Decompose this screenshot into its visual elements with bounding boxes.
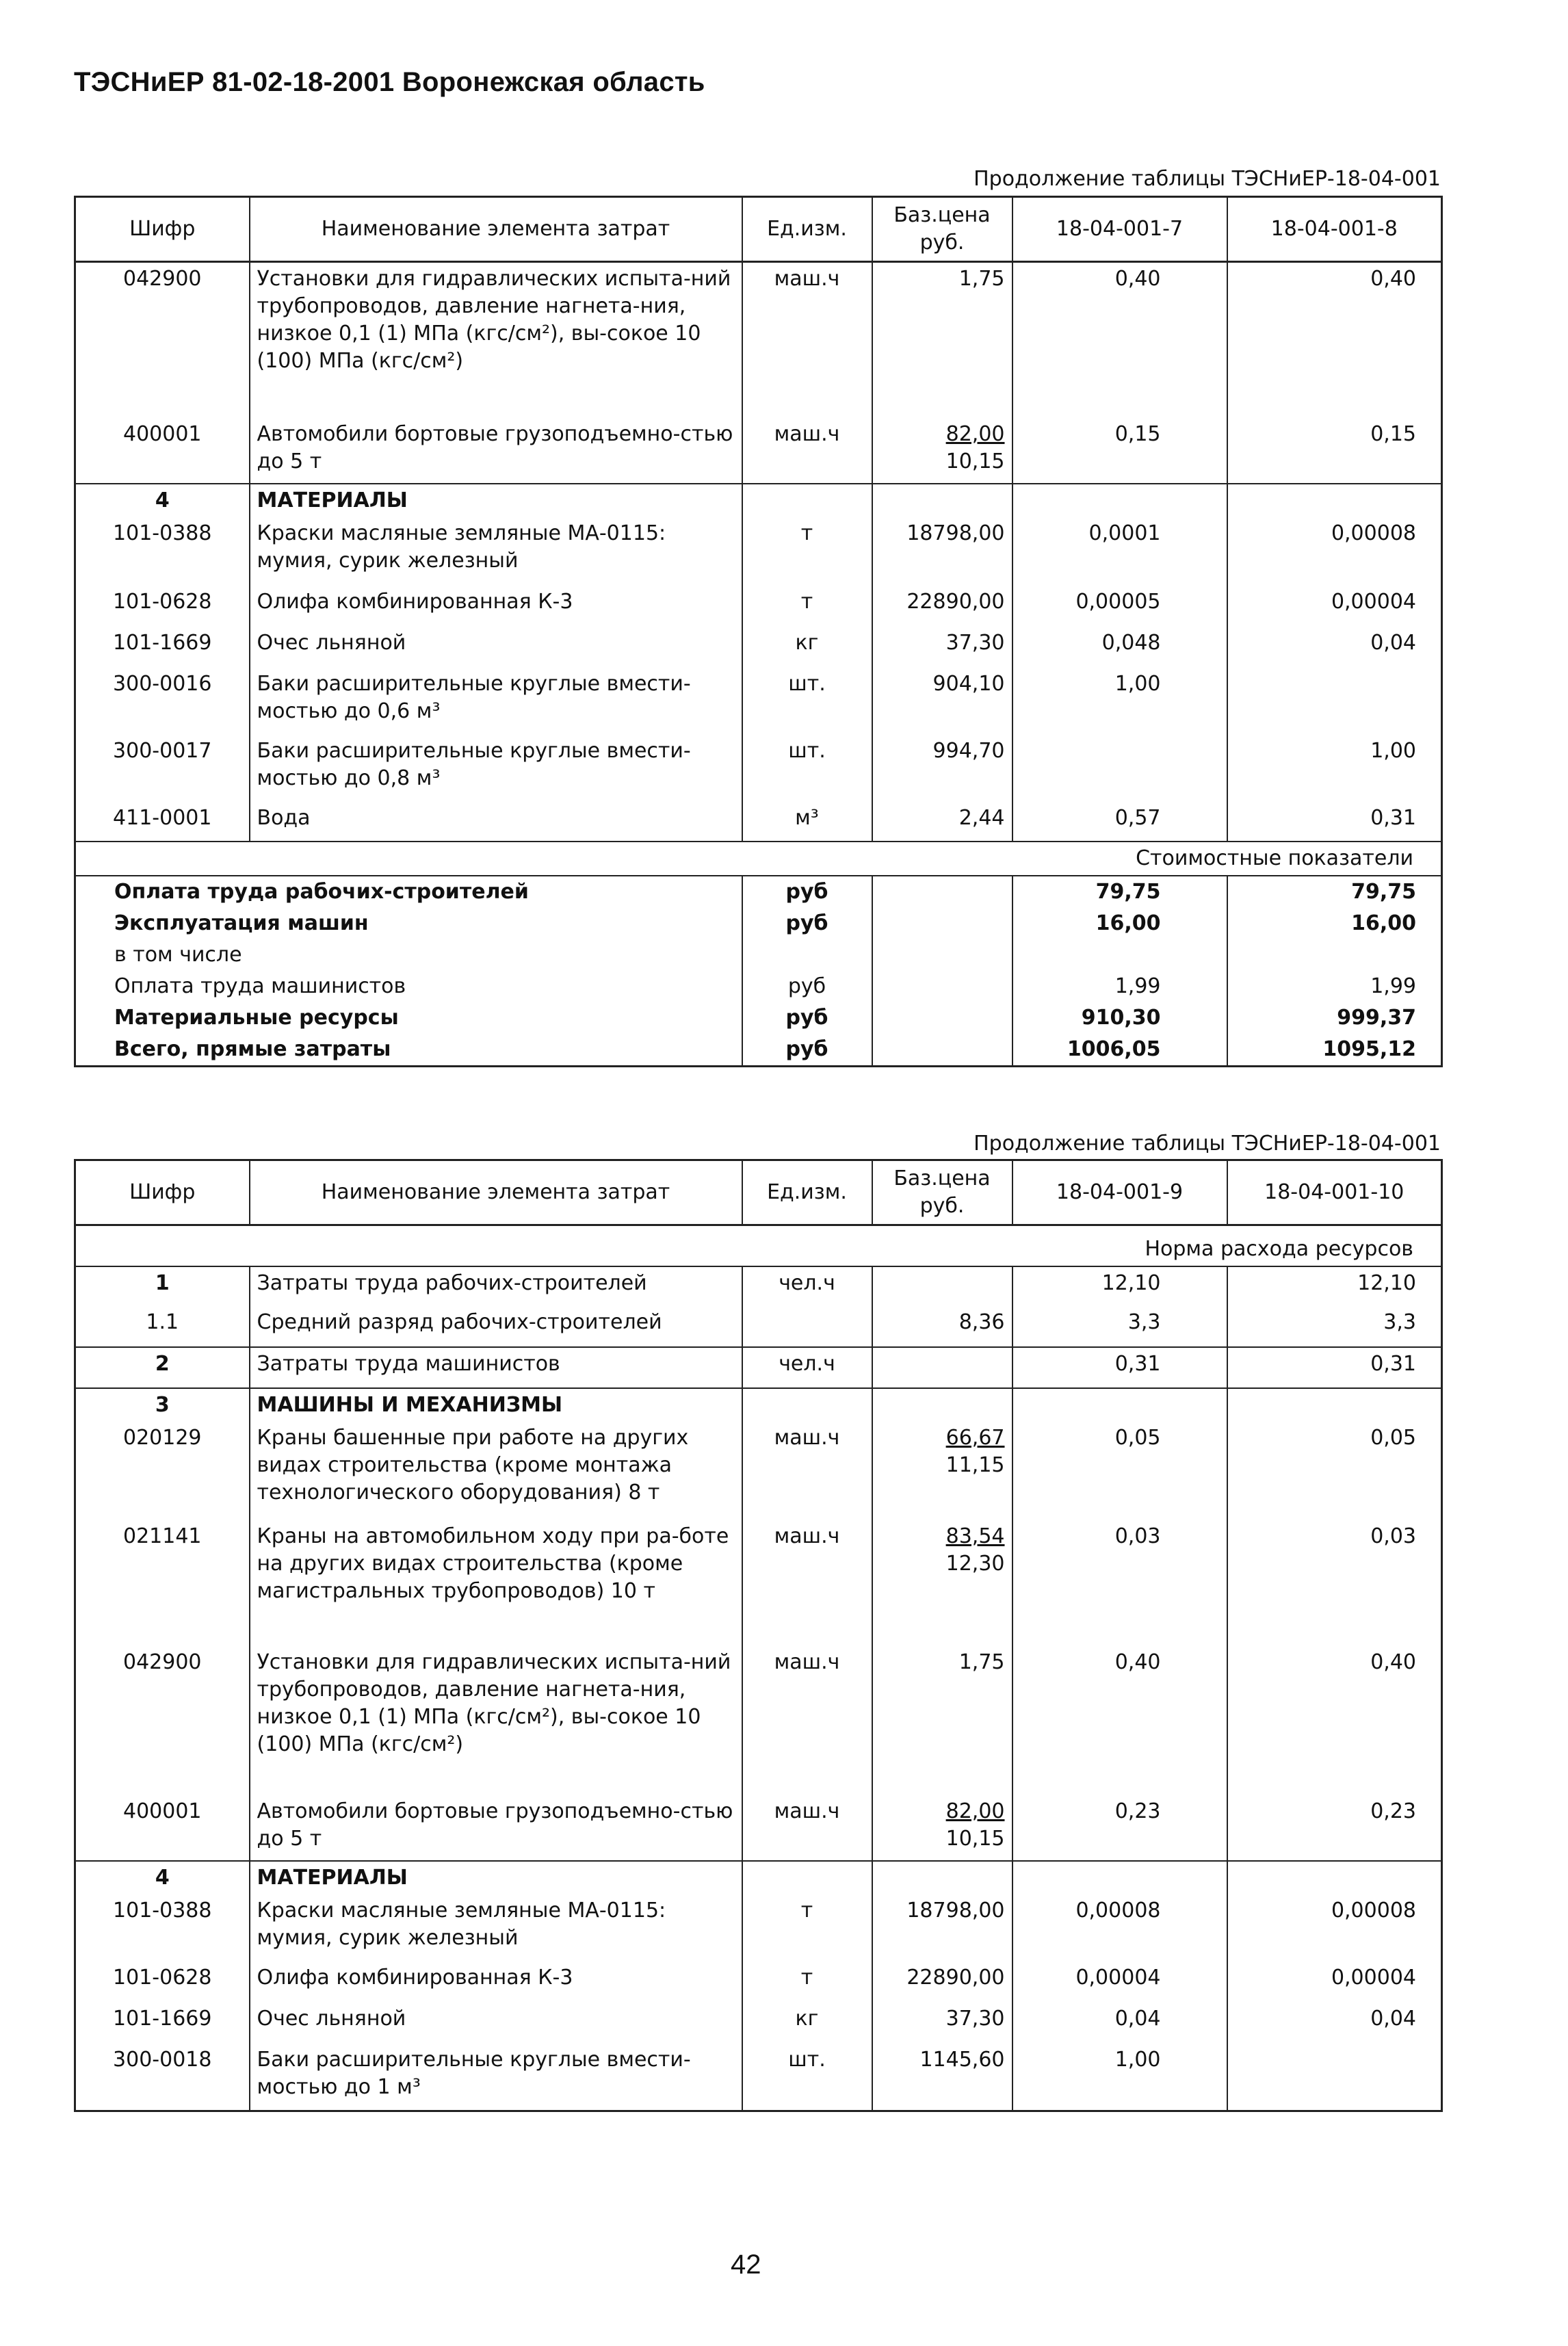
cell-price: 1145,60 (872, 2044, 1012, 2111)
cell-unit: маш.ч (742, 1795, 872, 1861)
norm-caption-row (75, 1225, 1442, 1267)
summary-row (75, 1034, 1442, 1067)
cell-name: Краны на автомобильном ходу при ра-боте на других видах строительства (кроме магистральных трубопроводов) 10 т (250, 1520, 742, 1646)
section-number: 4 (75, 484, 250, 517)
summary-value-1: 16,00 (1012, 908, 1227, 939)
summary-unit: руб (742, 876, 872, 908)
cell-value-1: 0,05 (1012, 1422, 1227, 1520)
summary-row (75, 971, 1442, 1002)
document-header: ТЭСНиЕР 81-02-18-2001 Воронежская область (74, 67, 705, 97)
cell-value-2: 0,23 (1227, 1795, 1442, 1861)
cell-code: 2 (75, 1347, 250, 1388)
cell-unit: кг (742, 2003, 872, 2044)
cell-name: Средний разряд рабочих-строителей (250, 1306, 742, 1347)
cell-code: 1.1 (75, 1306, 250, 1347)
page-number: 42 (731, 2250, 761, 2280)
cell-value-2: 0,40 (1227, 1646, 1442, 1795)
cell-name: Вода (250, 802, 742, 842)
cell-value-2: 1,00 (1227, 735, 1442, 802)
cell-code: 411-0001 (75, 802, 250, 842)
cell-unit: т (742, 1894, 872, 1961)
cell-code: 042900 (75, 1646, 250, 1795)
table-row (75, 1795, 1442, 1861)
cell-unit: чел.ч (742, 1266, 872, 1306)
cell-value-2 (1227, 2044, 1442, 2111)
header-col-2: 18-04-001-10 (1227, 1160, 1442, 1225)
cell-value-1: 1,00 (1012, 668, 1227, 735)
cell-price: 904,10 (872, 668, 1012, 735)
cost-caption: Стоимостные показатели (75, 842, 1442, 876)
cell-value-2: 0,04 (1227, 627, 1442, 668)
table-row (75, 802, 1442, 842)
header-price: Баз.цена руб. (872, 1160, 1012, 1225)
cell-value-2: 12,10 (1227, 1266, 1442, 1306)
price-machine: 83,54 (945, 1524, 1005, 1548)
cell-value-1: 0,04 (1012, 2003, 1227, 2044)
cell-code: 300-0018 (75, 2044, 250, 2111)
cell-price: 8,36 (872, 1306, 1012, 1347)
cell-unit: шт. (742, 735, 872, 802)
summary-value-2: 79,75 (1227, 876, 1442, 908)
table1 (74, 196, 1443, 1067)
cost-caption-row (75, 842, 1442, 876)
cell-value-1: 3,3 (1012, 1306, 1227, 1347)
table-row (75, 517, 1442, 586)
cell-unit: чел.ч (742, 1347, 872, 1388)
cell-price: 37,30 (872, 627, 1012, 668)
table-row (75, 1961, 1442, 2003)
summary-value-1: 79,75 (1012, 876, 1227, 908)
summary-label: Оплата труда машинистов (75, 971, 742, 1002)
cell-price: 18798,00 (872, 1894, 1012, 1961)
cell-value-1: 12,10 (1012, 1266, 1227, 1306)
header-unit: Ед.изм. (742, 1160, 872, 1225)
cell-unit: кг (742, 627, 872, 668)
cell-value-2: 0,00004 (1227, 586, 1442, 627)
header-col-1: 18-04-001-7 (1012, 197, 1227, 262)
section-number: 3 (75, 1388, 250, 1422)
cell-value-2: 3,3 (1227, 1306, 1442, 1347)
cell-name: Затраты труда рабочих-строителей (250, 1266, 742, 1306)
cell-price (872, 1266, 1012, 1306)
cell-value-1: 1,00 (1012, 2044, 1227, 2111)
cell-code: 042900 (75, 262, 250, 418)
cell-name: Установки для гидравлических испыта-ний трубопроводов, давление нагнета-ния, низкое 0,1 (1) МПа (кгс/см²), вы-сокое 10 (100) МПа (кгс/см²) (250, 1646, 742, 1795)
cell-name: Установки для гидравлических испыта-ний трубопроводов, давление нагнета-ния, низкое 0,1 (1) МПа (кгс/см²), вы-сокое 10 (100) МПа (кгс/см²) (250, 262, 742, 418)
cell-code: 300-0017 (75, 735, 250, 802)
cell-name: Автомобили бортовые грузоподъемно-стью до 5 т (250, 1795, 742, 1861)
cell-name: Краски масляные земляные МА-0115: мумия, сурик железный (250, 1894, 742, 1961)
cell-value-1: 0,048 (1012, 627, 1227, 668)
cell-price (872, 1795, 1012, 1861)
cell-price: 22890,00 (872, 1961, 1012, 2003)
summary-value-2: 1,99 (1227, 971, 1442, 1002)
summary-row (75, 908, 1442, 939)
section-row (75, 1861, 1442, 1894)
cell-code: 101-0388 (75, 517, 250, 586)
header-col-1: 18-04-001-9 (1012, 1160, 1227, 1225)
cell-code: 400001 (75, 1795, 250, 1861)
cell-name: Автомобили бортовые грузоподъемно-стью до 5 т (250, 418, 742, 484)
summary-value-2: 1095,12 (1227, 1034, 1442, 1067)
cell-code: 020129 (75, 1422, 250, 1520)
cell-code: 101-0388 (75, 1894, 250, 1961)
cell-name: Баки расширительные круглые вмести-мостью до 0,6 м³ (250, 668, 742, 735)
cell-value-1: 0,15 (1012, 418, 1227, 484)
cell-value-1: 0,40 (1012, 1646, 1227, 1795)
cell-code: 400001 (75, 418, 250, 484)
cell-value-2: 0,15 (1227, 418, 1442, 484)
table-row (75, 262, 1442, 418)
summary-label: Всего, прямые затраты (75, 1034, 742, 1067)
cell-value-1 (1012, 735, 1227, 802)
cell-value-1: 0,00005 (1012, 586, 1227, 627)
table-row (75, 1306, 1442, 1347)
table-row (75, 1266, 1442, 1306)
summary-row (75, 1002, 1442, 1034)
cell-name: Очес льняной (250, 2003, 742, 2044)
cell-price: 994,70 (872, 735, 1012, 802)
cell-unit: маш.ч (742, 262, 872, 418)
table2 (74, 1159, 1443, 2112)
cell-code: 021141 (75, 1520, 250, 1646)
section-title: МАШИНЫ И МЕХАНИЗМЫ (250, 1388, 742, 1422)
summary-value-1: 910,30 (1012, 1002, 1227, 1034)
cell-value-2: 0,31 (1227, 802, 1442, 842)
summary-unit (742, 939, 872, 971)
header-code: Шифр (75, 197, 250, 262)
cell-price (872, 1422, 1012, 1520)
cell-unit (742, 1306, 872, 1347)
header-name: Наименование элемента затрат (250, 1160, 742, 1225)
cell-name: Баки расширительные круглые вмести-мостью до 1 м³ (250, 2044, 742, 2111)
cell-value-2: 0,00004 (1227, 1961, 1442, 2003)
cell-value-1: 0,40 (1012, 262, 1227, 418)
price-machine: 66,67 (945, 1426, 1005, 1450)
cell-name: Очес льняной (250, 627, 742, 668)
cell-price (872, 418, 1012, 484)
cell-unit: шт. (742, 2044, 872, 2111)
cell-name: Краны башенные при работе на других видах строительства (кроме монтажа технологического оборудования) 8 т (250, 1422, 742, 1520)
summary-unit: руб (742, 1002, 872, 1034)
table-row (75, 2044, 1442, 2111)
cell-value-2: 0,05 (1227, 1422, 1442, 1520)
section-title: МАТЕРИАЛЫ (250, 484, 742, 517)
summary-value-1 (1012, 939, 1227, 971)
cell-value-1: 0,23 (1012, 1795, 1227, 1861)
cell-value-2: 0,40 (1227, 262, 1442, 418)
cell-value-2: 0,04 (1227, 2003, 1442, 2044)
cell-code: 101-1669 (75, 2003, 250, 2044)
table-row (75, 627, 1442, 668)
header-unit: Ед.изм. (742, 197, 872, 262)
cell-price (872, 1520, 1012, 1646)
cell-unit: т (742, 586, 872, 627)
cell-unit: м³ (742, 802, 872, 842)
summary-label: в том числе (75, 939, 742, 971)
cell-name: Олифа комбинированная К-3 (250, 1961, 742, 2003)
cell-code: 101-0628 (75, 586, 250, 627)
summary-value-2: 999,37 (1227, 1002, 1442, 1034)
cell-value-1: 0,00008 (1012, 1894, 1227, 1961)
cell-price: 22890,00 (872, 586, 1012, 627)
price-machine: 82,00 (945, 421, 1005, 446)
price-wages: 10,15 (945, 1827, 1005, 1851)
cell-price: 1,75 (872, 262, 1012, 418)
cell-value-2: 0,00008 (1227, 1894, 1442, 1961)
cell-value-1: 0,03 (1012, 1520, 1227, 1646)
cell-name: Баки расширительные круглые вмести-мостью до 0,8 м³ (250, 735, 742, 802)
cell-unit: т (742, 517, 872, 586)
summary-value-2: 16,00 (1227, 908, 1442, 939)
header-code: Шифр (75, 1160, 250, 1225)
cell-unit: маш.ч (742, 1646, 872, 1795)
cell-price: 2,44 (872, 802, 1012, 842)
cell-unit: шт. (742, 668, 872, 735)
cell-price: 1,75 (872, 1646, 1012, 1795)
summary-unit: руб (742, 971, 872, 1002)
summary-row (75, 939, 1442, 971)
cell-value-1: 0,57 (1012, 802, 1227, 842)
table-row (75, 1347, 1442, 1388)
cell-value-2 (1227, 668, 1442, 735)
cell-unit: маш.ч (742, 1422, 872, 1520)
table-row (75, 735, 1442, 802)
table2-caption: Продолжение таблицы ТЭСНиЕР-18-04-001 (974, 1132, 1441, 1156)
cell-unit: маш.ч (742, 418, 872, 484)
cell-value-1: 0,00004 (1012, 1961, 1227, 2003)
cell-unit: т (742, 1961, 872, 2003)
cell-code: 1 (75, 1266, 250, 1306)
cell-code: 101-1669 (75, 627, 250, 668)
norm-caption: Норма расхода ресурсов (75, 1225, 1442, 1267)
table-row (75, 586, 1442, 627)
summary-value-1: 1006,05 (1012, 1034, 1227, 1067)
header-price: Баз.цена руб. (872, 197, 1012, 262)
summary-row (75, 876, 1442, 908)
summary-unit: руб (742, 1034, 872, 1067)
price-machine: 82,00 (945, 1799, 1005, 1823)
cell-value-1: 0,0001 (1012, 517, 1227, 586)
price-wages: 11,15 (945, 1453, 1005, 1477)
section-row (75, 484, 1442, 517)
table-row (75, 1422, 1442, 1520)
table1-caption: Продолжение таблицы ТЭСНиЕР-18-04-001 (974, 167, 1441, 191)
cell-value-2: 0,03 (1227, 1520, 1442, 1646)
cell-value-1: 0,31 (1012, 1347, 1227, 1388)
summary-unit: руб (742, 908, 872, 939)
summary-label: Эксплуатация машин (75, 908, 742, 939)
cell-name: Олифа комбинированная К-3 (250, 586, 742, 627)
cell-code: 300-0016 (75, 668, 250, 735)
section-number: 4 (75, 1861, 250, 1894)
cell-name: Затраты труда машинистов (250, 1347, 742, 1388)
summary-value-2 (1227, 939, 1442, 971)
summary-label: Материальные ресурсы (75, 1002, 742, 1034)
header-name: Наименование элемента затрат (250, 197, 742, 262)
cell-value-2: 0,00008 (1227, 517, 1442, 586)
cell-code: 101-0628 (75, 1961, 250, 2003)
summary-value-1: 1,99 (1012, 971, 1227, 1002)
cell-name: Краски масляные земляные МА-0115: мумия, сурик железный (250, 517, 742, 586)
table-row (75, 418, 1442, 484)
table-row (75, 668, 1442, 735)
cell-price: 37,30 (872, 2003, 1012, 2044)
section-title: МАТЕРИАЛЫ (250, 1861, 742, 1894)
cell-price: 18798,00 (872, 517, 1012, 586)
header-col-2: 18-04-001-8 (1227, 197, 1442, 262)
table-row (75, 1894, 1442, 1961)
table-row (75, 1646, 1442, 1795)
table-row (75, 1520, 1442, 1646)
price-wages: 10,15 (945, 449, 1005, 473)
table-row (75, 2003, 1442, 2044)
price-wages: 12,30 (945, 1552, 1005, 1576)
section-row (75, 1388, 1442, 1422)
cell-unit: маш.ч (742, 1520, 872, 1646)
cell-value-2: 0,31 (1227, 1347, 1442, 1388)
summary-label: Оплата труда рабочих-строителей (75, 876, 742, 908)
